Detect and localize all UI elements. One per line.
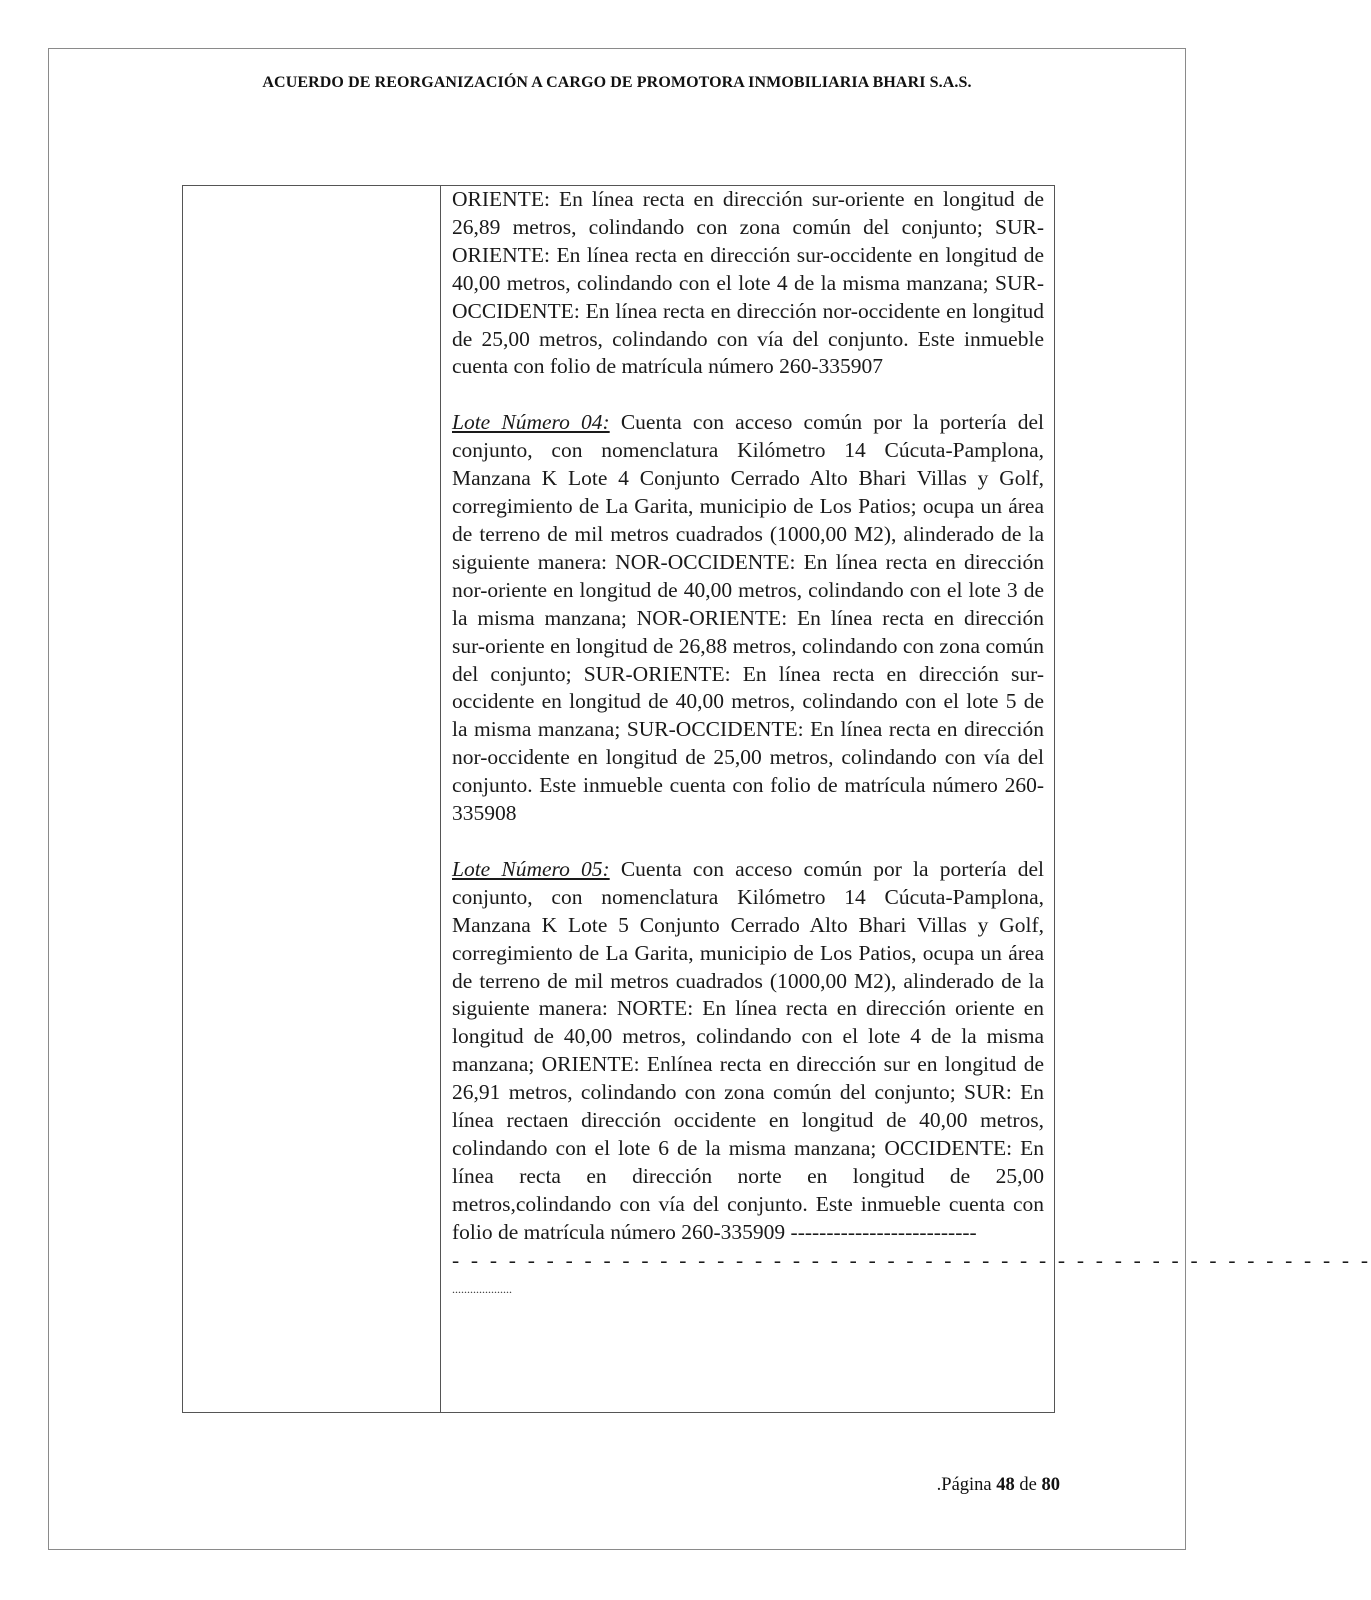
lote-05-paragraph — [452, 856, 1044, 1247]
continuation-paragraph: ORIENTE: En línea recta en dirección sur-oriente en longitud de 26,89 metros, colindando con zona común del conjunto; SUR-ORIENTE: En línea recta en dirección sur-occidente en longitud de 40,00 metros, colindando con el lote 4 de la misma manzana; SUR-OCCIDENTE: En línea recta en dirección nor-occidente en longitud de 25,00 metros, colindando con vía del conjunto. Este inmueble cuenta con folio de matrícula número 260-335907 — [452, 187, 1044, 379]
page-number-separator: de — [1014, 1475, 1042, 1495]
lote-04-text: Cuenta con acceso común por la portería del conjunto, con nomenclatura Kilómetro 14 Cúcuta-Pamplona, Manzana K Lote 4 Conjunto Cerrado Alto Bhari Villas y Golf, corregimiento de La Garita, municipio de Los Patios; ocupa un área de terreno de mil metros cuadrados (1000,00 M2), alinderado de la siguiente manera: NOR-OCCIDENTE: En línea recta en dirección nor-oriente en longitud de 40,00 metros, colindando con el lote 3 de la misma manzana; NOR-ORIENTE: En línea recta en dirección sur-oriente en longitud de 26,88 metros, colindando con zona común del conjunto; SUR-ORIENTE: En línea recta en dirección sur-occidente en longitud de 40,00 metros, colindando con el lote 5 de la misma manzana; SUR-OCCIDENTE: En línea recta en dirección nor-occidente en longitud de 25,00 metros, colindando con vía del conjunto. Este inmueble cuenta con folio de matrícula número 260-335908 — [452, 410, 1044, 826]
page-number-prefix: .Página — [936, 1475, 997, 1495]
lote-04-label: Lote Número 04: — [452, 410, 610, 435]
dash-filler-line: - - - - - - - - - - - - - - - - - - - - - - - - - - - - - - - - - - - - - - - - - - - - - - - - - — [452, 1247, 1371, 1272]
table-row — [183, 186, 1055, 1413]
description-cell — [441, 186, 1371, 1413]
dot-filler-line: .................... — [452, 1281, 512, 1296]
page-number — [880, 1475, 1060, 1496]
empty-left-cell — [183, 186, 441, 1413]
property-description-table — [182, 185, 1371, 1413]
lote-04-paragraph — [452, 409, 1044, 828]
page-number-current: 48 — [996, 1475, 1015, 1495]
lote-05-label: Lote Número 05: — [452, 856, 610, 881]
document-header-title: ACUERDO DE REORGANIZACIÓN A CARGO DE PROMOTORA INMOBILIARIA BHARI S.A.S. — [262, 74, 972, 91]
page-number-total: 80 — [1041, 1475, 1060, 1495]
lote-05-text: Cuenta con acceso común por la portería del conjunto, con nomenclatura Kilómetro 14 Cúcuta-Pamplona, Manzana K Lote 5 Conjunto Cerrado Alto Bhari Villas y Golf, corregimiento de La Garita, municipio de Los Patios, ocupa un área de terreno de mil metros cuadrados (1000,00 M2), alinderado de la siguiente manera: NORTE: En línea recta en dirección oriente en longitud de 40,00 metros, colindando con el lote 4 de la misma manzana; ORIENTE: Enlínea recta en dirección sur en longitud de 26,91 metros, colindando con zona común del conjunto; SUR: En línea rectaen dirección occidente en longitud de 40,00 metros, colindando con el lote 6 de la misma manzana; OCCIDENTE: En línea recta en dirección norte en longitud de 25,00 metros,colindando con vía del conjunto. Este inmueble cuenta con folio de matrícula número 260-335909 -------------------------- — [452, 856, 1044, 1244]
